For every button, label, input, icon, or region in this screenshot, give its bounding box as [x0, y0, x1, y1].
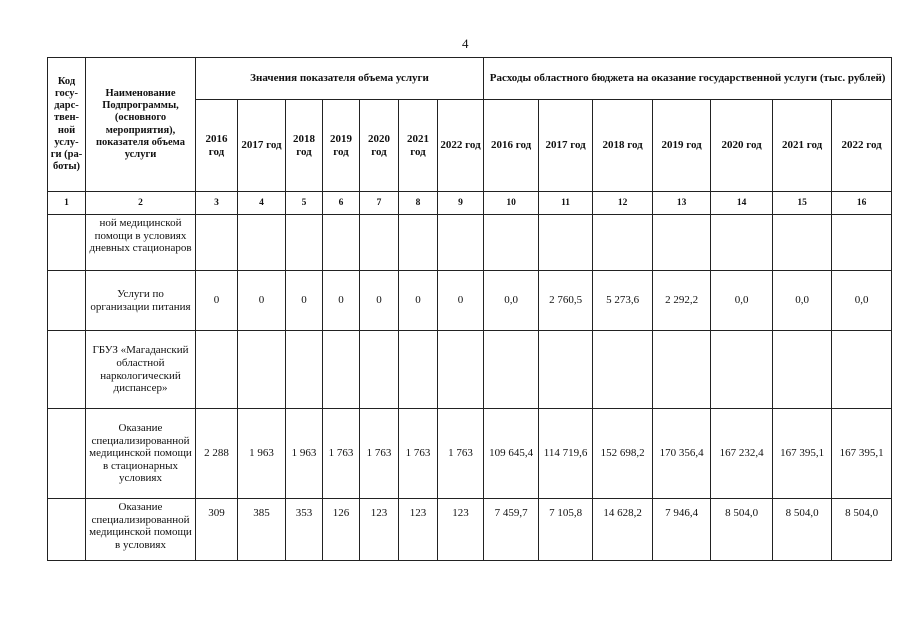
row-value: 1 763 [438, 409, 484, 499]
row-expense: 109 645,4 [484, 409, 539, 499]
header-expense-year: 2018 год [593, 100, 653, 192]
column-number: 15 [773, 192, 832, 215]
row-name: Услуги по организации питания [86, 271, 196, 331]
header-value-year: 2019 год [323, 100, 360, 192]
row-expense: 7 946,4 [653, 499, 711, 561]
row-expense: 167 395,1 [773, 409, 832, 499]
row-expense: 0,0 [832, 271, 892, 331]
row-expense: 170 356,4 [653, 409, 711, 499]
row-expense: 0,0 [484, 271, 539, 331]
row-expense [832, 331, 892, 409]
row-expense: 7 459,7 [484, 499, 539, 561]
row-value: 0 [238, 271, 286, 331]
column-number: 12 [593, 192, 653, 215]
row-expense [484, 331, 539, 409]
header-expenses-group: Расходы областного бюджета на оказание государственной услуги (тыс. рублей) [484, 58, 892, 100]
column-number: 9 [438, 192, 484, 215]
row-expense: 8 504,0 [711, 499, 773, 561]
row-code [48, 409, 86, 499]
row-expense [773, 331, 832, 409]
row-value [323, 331, 360, 409]
row-expense: 7 105,8 [539, 499, 593, 561]
row-expense [653, 215, 711, 271]
row-expense [653, 331, 711, 409]
table-row [48, 409, 892, 499]
header-expense-year: 2017 год [539, 100, 593, 192]
column-number: 6 [323, 192, 360, 215]
row-value: 0 [286, 271, 323, 331]
header-value-year: 2020 год [360, 100, 399, 192]
column-number: 10 [484, 192, 539, 215]
row-value: 2 288 [196, 409, 238, 499]
row-value [360, 331, 399, 409]
row-name: ГБУЗ «Магаданский областной наркологический диспансер» [86, 331, 196, 409]
row-expense [711, 215, 773, 271]
row-expense [832, 215, 892, 271]
header-value-year: 2021 год [399, 100, 438, 192]
row-code [48, 215, 86, 271]
header-expense-year: 2020 год [711, 100, 773, 192]
header-expense-year: 2022 год [832, 100, 892, 192]
table-row [48, 215, 892, 271]
row-expense: 2 760,5 [539, 271, 593, 331]
row-value: 123 [399, 499, 438, 561]
row-value: 353 [286, 499, 323, 561]
header-name: Наименование Подпрограммы, (основного мероприятия), показателя объема услуги [86, 58, 196, 192]
column-number: 11 [539, 192, 593, 215]
row-expense: 14 628,2 [593, 499, 653, 561]
row-value: 123 [438, 499, 484, 561]
row-value [399, 215, 438, 271]
row-value: 1 763 [323, 409, 360, 499]
column-number: 8 [399, 192, 438, 215]
row-expense: 167 395,1 [832, 409, 892, 499]
row-value [286, 331, 323, 409]
row-code [48, 331, 86, 409]
row-expense: 114 719,6 [539, 409, 593, 499]
column-number: 1 [48, 192, 86, 215]
column-number: 7 [360, 192, 399, 215]
row-value [238, 331, 286, 409]
row-value: 0 [196, 271, 238, 331]
header-value-year: 2018 год [286, 100, 323, 192]
column-number: 2 [86, 192, 196, 215]
row-name: Оказание специализированной медицинской помощи в условиях [86, 499, 196, 561]
header-value-year: 2016 год [196, 100, 238, 192]
header-code: Код госу-дарс-твен-ной услу-ги (ра-боты) [48, 58, 86, 192]
row-value: 126 [323, 499, 360, 561]
header-values-group: Значения показателя объема услуги [196, 58, 484, 100]
row-expense [484, 215, 539, 271]
header-expense-year: 2016 год [484, 100, 539, 192]
column-number: 16 [832, 192, 892, 215]
row-value [438, 215, 484, 271]
row-expense: 0,0 [773, 271, 832, 331]
row-value: 0 [360, 271, 399, 331]
row-expense [773, 215, 832, 271]
row-value [360, 215, 399, 271]
header-expense-year: 2019 год [653, 100, 711, 192]
table-row [48, 331, 892, 409]
row-expense: 152 698,2 [593, 409, 653, 499]
row-expense: 8 504,0 [773, 499, 832, 561]
header-value-year: 2017 год [238, 100, 286, 192]
row-value: 309 [196, 499, 238, 561]
row-expense [711, 331, 773, 409]
row-value: 0 [399, 271, 438, 331]
column-number: 4 [238, 192, 286, 215]
row-code [48, 271, 86, 331]
row-code [48, 499, 86, 561]
row-value [399, 331, 438, 409]
row-expense: 0,0 [711, 271, 773, 331]
row-name: ной медицинской помощи в условиях дневных стационаров [86, 215, 196, 271]
row-value: 123 [360, 499, 399, 561]
row-value [238, 215, 286, 271]
row-value: 1 763 [399, 409, 438, 499]
row-expense: 8 504,0 [832, 499, 892, 561]
row-expense: 167 232,4 [711, 409, 773, 499]
row-value [323, 215, 360, 271]
column-number: 14 [711, 192, 773, 215]
row-expense [593, 215, 653, 271]
row-value: 385 [238, 499, 286, 561]
row-name: Оказание специализированной медицинской помощи в стационарных условиях [86, 409, 196, 499]
column-number: 3 [196, 192, 238, 215]
row-value: 0 [323, 271, 360, 331]
column-number: 13 [653, 192, 711, 215]
services-table [47, 57, 892, 561]
header-expense-year: 2021 год [773, 100, 832, 192]
column-numbers-row [48, 192, 892, 215]
row-value [286, 215, 323, 271]
row-expense: 5 273,6 [593, 271, 653, 331]
row-value [196, 331, 238, 409]
header-value-year: 2022 год [438, 100, 484, 192]
row-expense [539, 331, 593, 409]
table-row [48, 271, 892, 331]
table-row [48, 499, 892, 561]
row-value: 1 763 [360, 409, 399, 499]
row-value [438, 331, 484, 409]
row-expense [593, 331, 653, 409]
page-number: 4 [462, 36, 469, 51]
row-expense [539, 215, 593, 271]
row-value [196, 215, 238, 271]
row-expense: 2 292,2 [653, 271, 711, 331]
column-number: 5 [286, 192, 323, 215]
row-value: 1 963 [238, 409, 286, 499]
row-value: 0 [438, 271, 484, 331]
row-value: 1 963 [286, 409, 323, 499]
